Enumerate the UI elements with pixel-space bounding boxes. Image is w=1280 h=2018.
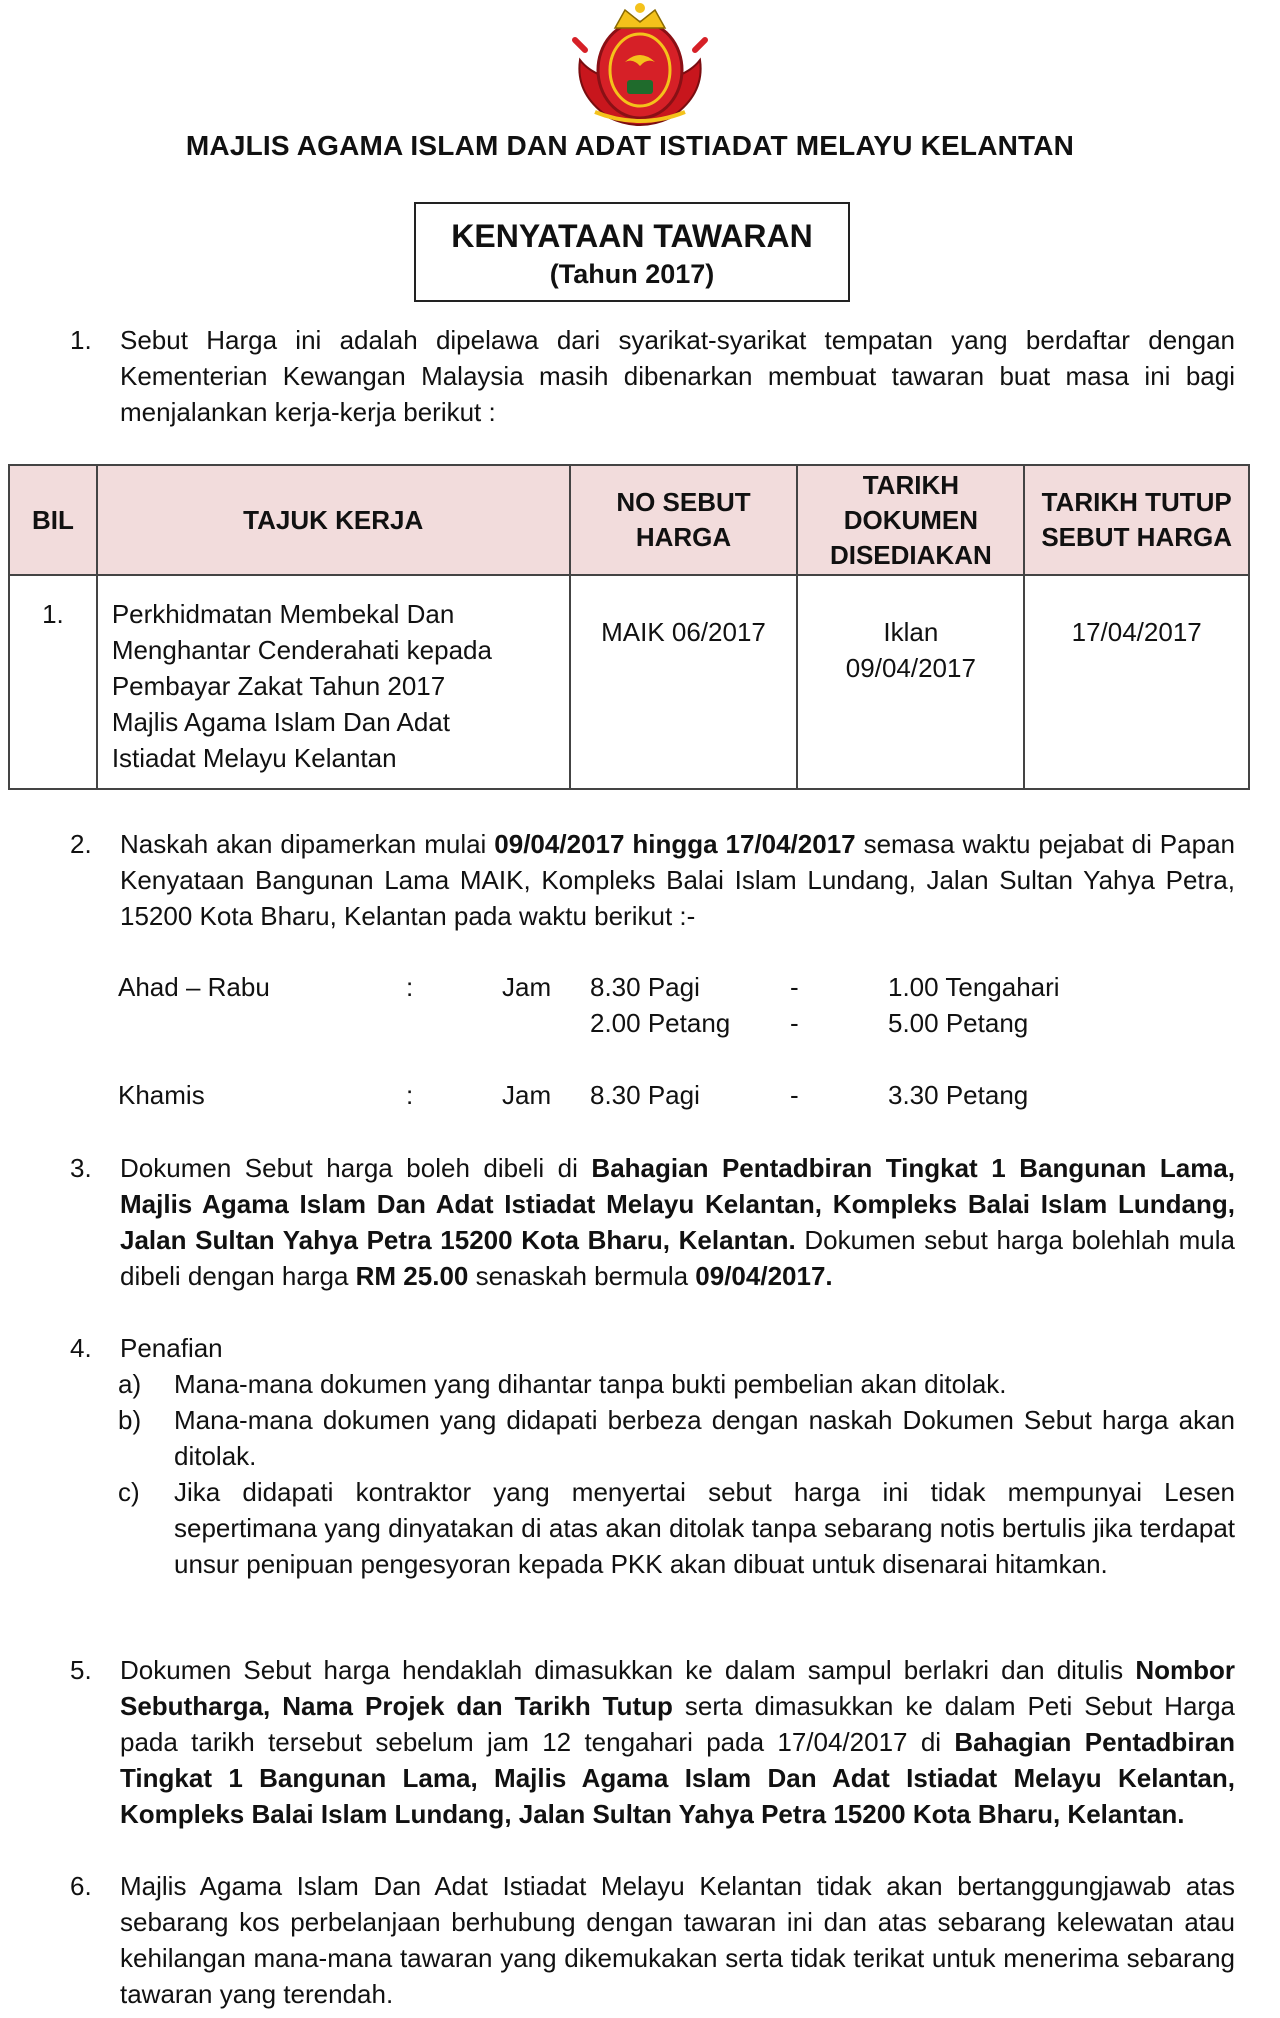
state-crest-logo (555, 0, 725, 135)
schedule-start: 2.00 Petang (590, 1008, 731, 1038)
organization-title: MAJLIS AGAMA ISLAM DAN ADAT ISTIADAT MELAYU KELANTAN (185, 130, 1075, 161)
schedule-end: 5.00 Petang (888, 1008, 1029, 1038)
item-text: Jika didapati kontraktor yang menyertai sebut harga ini tidak mempunyai Lesen sepertimana yang dinyatakan di atas akan ditolak tanpa sebarang notis bertulis jika terdapat unsur penipuan pengesyoran kepada PKK akan dibuat untuk disenarai hitamkan. (174, 1477, 1235, 1579)
job-line: Perkhidmatan Membekal Dan (111, 599, 455, 629)
cell-tajuk-kerja (97, 575, 570, 789)
paragraph-number: 3. (70, 1153, 92, 1183)
item-text: Mana-mana dokumen yang dihantar tanpa bukti pembelian akan ditolak. (174, 1369, 1007, 1399)
notice-year: (Tahun 2017) (549, 259, 715, 289)
paragraph-2 (70, 826, 1235, 934)
schedule-start: 8.30 Pagi (590, 972, 700, 1002)
text-run: Naskah akan dipamerkan mulai (120, 829, 495, 859)
paragraph-number: 5. (70, 1655, 92, 1685)
paragraph-5 (70, 1652, 1235, 1832)
item-letter: a) (118, 1369, 142, 1399)
text-run: Dokumen Sebut harga hendaklah dimasukkan ke dalam sampul berlakri dan ditulis (120, 1655, 1136, 1685)
schedule-colon: : (406, 1080, 414, 1110)
schedule-day: Ahad – Rabu (118, 972, 270, 1002)
doc-line: Iklan (883, 617, 939, 647)
bold-address: Bahagian Pentadbiran Tingkat 1 Bangunan Lama, Majlis Agama Islam Dan Adat Istiadat Melayu Kelantan, Kompleks Balai Islam Lundang, Jalan Sultan Yahya Petra 15200 Kota Bharu, Kelantan. (120, 1153, 1235, 1255)
bold-dates: 09/04/2017 hingga 17/04/2017 (494, 829, 856, 859)
bold-address: Bahagian Pentadbiran Tingkat 1 Bangunan Lama, Majlis Agama Islam Dan Adat Istiadat Melayu Kelantan, Kompleks Balai Islam Lundang, Jalan Sultan Yahya Petra 15200 Kota Bharu, Kelantan. (120, 1727, 1235, 1829)
header-tarikh-tutup: TARIKH TUTUP SEBUT HARGA (1024, 465, 1249, 575)
doc-line: 09/04/2017 (845, 653, 976, 683)
schedule-dash: - (790, 1080, 799, 1110)
item-letter: c) (118, 1477, 140, 1507)
schedule-day: Khamis (118, 1080, 205, 1110)
bold-date: 09/04/2017. (695, 1261, 833, 1291)
job-line: Majlis Agama Islam Dan Adat (111, 707, 450, 737)
schedule-jam: Jam (502, 972, 552, 1002)
cell-bil: 1. (9, 575, 97, 789)
notice-title-box (414, 202, 850, 302)
disclaimer-item (118, 1402, 1235, 1474)
cell-no-sebut-harga: MAIK 06/2017 (570, 575, 798, 789)
header-tajuk-kerja: TAJUK KERJA (97, 465, 570, 575)
schedule-end: 1.00 Tengahari (888, 972, 1060, 1002)
paragraph-text (120, 1652, 1235, 1832)
text-run: semasa waktu pejabat di Papan Kenyataan Bangunan Lama MAIK, Kompleks Balai Islam Lundang, Jalan Sultan Yahya Petra, 15200 Kota Bharu, Kelantan pada waktu berikut :- (120, 829, 1235, 931)
disclaimer-item (118, 1474, 1235, 1582)
paragraph-text (120, 1150, 1235, 1294)
schedule-jam: Jam (502, 1080, 552, 1110)
table-header-row (9, 465, 1249, 575)
paragraph-number: 1. (70, 325, 92, 355)
paragraph-3 (70, 1150, 1235, 1294)
text-run: Dokumen Sebut harga boleh dibeli di (120, 1153, 592, 1183)
bold-price: RM 25.00 (355, 1261, 469, 1291)
paragraph-4 (70, 1330, 1235, 1366)
paragraph-number: 4. (70, 1333, 92, 1363)
paragraph-text: Sebut Harga ini adalah dipelawa dari syarikat-syarikat tempatan yang berdaftar dengan Kementerian Kewangan Malaysia masih dibenarkan membuat tawaran buat masa ini bagi menjalankan kerja-kerja berikut : (120, 325, 1235, 427)
job-line: Pembayar Zakat Tahun 2017 (111, 671, 446, 701)
schedule-dash: - (790, 972, 799, 1002)
paragraph-number: 6. (70, 1871, 92, 1901)
notice-title: KENYATAAN TAWARAN (451, 218, 813, 254)
schedule-end: 3.30 Petang (888, 1080, 1029, 1110)
job-line: Menghantar Cenderahati kepada (111, 635, 492, 665)
tender-table (8, 464, 1250, 790)
paragraph-number: 2. (70, 829, 92, 859)
schedule-dash: - (790, 1008, 799, 1038)
cell-tarikh-dokumen (797, 575, 1024, 789)
disclaimer-heading: Penafian (120, 1333, 223, 1363)
header-tarikh-dokumen: TARIKH DOKUMEN DISEDIAKAN (797, 465, 1024, 575)
item-text: Mana-mana dokumen yang didapati berbeza dengan naskah Dokumen Sebut harga akan ditolak. (174, 1405, 1235, 1471)
table-row (9, 575, 1249, 789)
header-bil: BIL (9, 465, 97, 575)
schedule-colon: : (406, 972, 414, 1002)
text-run: Dokumen sebut harga bolehlah mula dibeli dengan harga (120, 1225, 1235, 1291)
text-run: serta dimasukkan ke dalam Peti Sebut Harga pada tarikh tersebut sebelum jam 12 tengahari pada 17/04/2017 di (120, 1691, 1235, 1757)
job-line: Istiadat Melayu Kelantan (111, 743, 397, 773)
text-run: senaskah bermula (468, 1261, 696, 1291)
paragraph-text (120, 826, 1235, 934)
header-no-sebut-harga: NO SEBUT HARGA (570, 465, 798, 575)
paragraph-1 (70, 322, 1235, 430)
cell-tarikh-tutup: 17/04/2017 (1024, 575, 1249, 789)
disclaimer-item (118, 1366, 1235, 1402)
schedule-start: 8.30 Pagi (590, 1080, 700, 1110)
paragraph-6 (70, 1868, 1235, 2012)
bold-labels: Nombor Sebutharga, Nama Projek dan Tarikh Tutup (120, 1655, 1235, 1721)
paragraph-text: Majlis Agama Islam Dan Adat Istiadat Melayu Kelantan tidak akan bertanggungjawab atas sebarang kos perbelanjaan berhubung dengan tawaran ini dan atas sebarang kelewatan atau kehilangan mana-mana tawaran yang dikemukakan serta tidak terikat untuk menerima sebarang tawaran yang terendah. (120, 1871, 1235, 2009)
item-letter: b) (118, 1405, 142, 1435)
